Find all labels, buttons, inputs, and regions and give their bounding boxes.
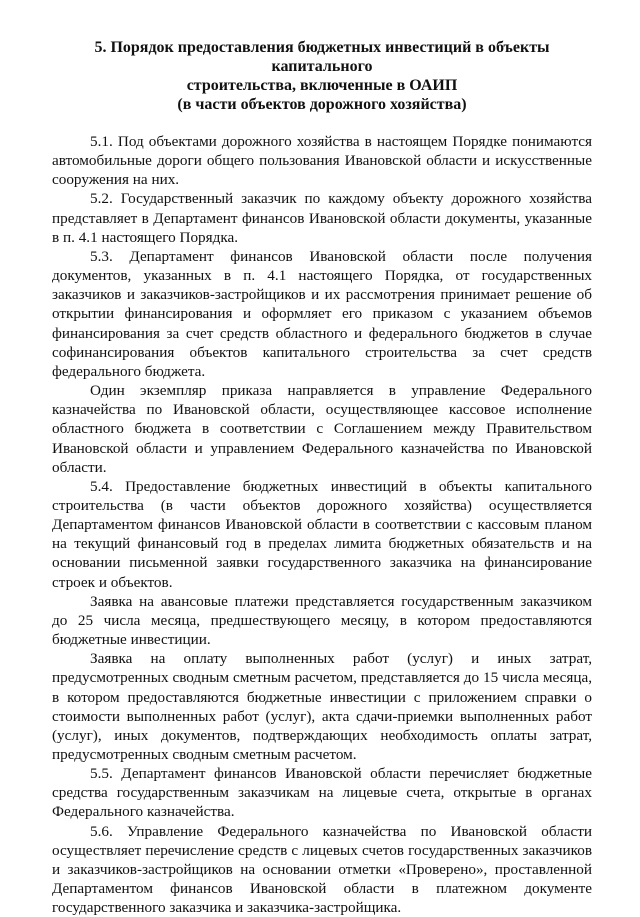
paragraph-5-2: 5.2. Государственный заказчик по каждому объекту дорожного хозяйства представляет в Департамент финансов Ивановской области документы, указанные в п. 4.1 настоящего Порядка. — [52, 190, 592, 246]
paragraph-5-3: 5.3. Департамент финансов Ивановской области после получения документов, указанных в п. 4.1 настоящего Порядка, от государственных заказчиков и заказчиков-застройщиков и их рассмотрения принимает решение об открытии финансирования и оформляет его приказом с указанием объемов финансирования за счет средств областного и федерального бюджетов в случае софинансирования объектов капитального строительства за счет средств федерального бюджета. — [52, 247, 592, 380]
paragraph-5-3-order-copy: Один экземпляр приказа направляется в управление Федерального казначейства по Ивановской области, осуществляющее кассовое исполнение областного бюджета в соответствии с Соглашением между Правительством Ивановской области и управлением Федерального казначейства по Ивановской области. — [52, 382, 592, 476]
section-title-line-2: строительства, включенные в ОАИП — [186, 77, 458, 94]
paragraph-5-4: 5.4. Предоставление бюджетных инвестиций в объекты капитального строительства (в части объектов дорожного хозяйства) осуществляется Департаментом финансов Ивановской области в соответствии с кассовым планом на текущий финансовый год в пределах лимита бюджетных обязательств и на основании письменной заявки государственного заказчика на финансирование строек и объектов. — [52, 477, 592, 591]
paragraph-5-4-advance-request: Заявка на авансовые платежи представляется государственным заказчиком до 25 числа месяца, предшествующего месяцу, в котором предоставляются бюджетные инвестиции. — [52, 592, 592, 649]
paragraph-5-6: 5.6. Управление Федерального казначейства по Ивановской области осуществляет перечисление средств с лицевых счетов государственных заказчиков и заказчиков-застройщиков на основании отметки «Проверено», проставленной Департаментом финансов Ивановской области в платежном документе государственного заказчика и заказчика-застройщика. — [52, 822, 592, 917]
paragraph-5-1: 5.1. Под объектами дорожного хозяйства в настоящем Порядке понимаются автомобильные дороги общего пользования Ивановской области и искусственные сооружения на них. — [52, 133, 592, 189]
paragraph-5-4-payment-request: Заявка на оплату выполненных работ (услуг) и иных затрат, предусмотренных сводным сметным расчетом, представляется до 15 числа месяца, в котором предоставляются бюджетные инвестиции с приложением справки о стоимости выполненных работ (услуг), акта сдачи-приемки выполненных работ (услуг), иных документов, подтверждающих необходимость оплаты затрат, предусмотренных сводным сметным расчетом. — [52, 650, 592, 763]
section-title-line-1: 5. Порядок предоставления бюджетных инвестиций в объекты капитального — [94, 39, 550, 75]
paragraph-5-5: 5.5. Департамент финансов Ивановской области перечисляет бюджетные средства государственным заказчикам на лицевые счета, открытые в органах Федерального казначейства. — [52, 765, 592, 821]
section-title-line-3: (в части объектов дорожного хозяйства) — [177, 96, 467, 113]
document-page — [52, 38, 592, 917]
section-title — [52, 38, 592, 114]
